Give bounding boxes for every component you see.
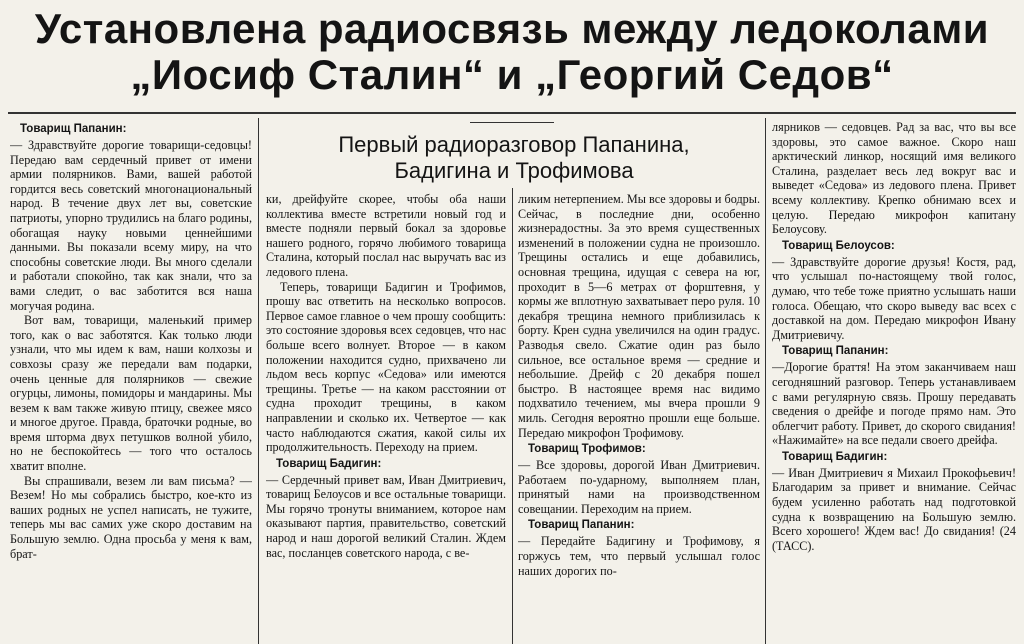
paragraph: —Дорогие браття! На этом заканчиваем наш сегодняшний разговор. Теперь устанавливаем с вами регулярную связь. Прошу передавать сведения о дрейфе и погоде прямо нам. Это облегчит работу. Привет, до скорого свидания! «Нажимайте» на все педали своего дрейфа. [772,360,1016,448]
paragraph: — Здравствуйте дорогие друзья! Костя, рад, что услышал по-настоящему твой голос, думаю, что тебе тоже приятно услышать наши голоса. Обещаю, что скоро выведу вас всех с доставкой на дом. Передаю микрофон Ивану Дмитриевичу. [772,254,1016,342]
headline-rule [8,112,1016,114]
paragraph: Вы спрашивали, везем ли вам письма? — Везем! Но мы собрались быстро, кое-кто из ваших родных не успел написать, не тужите, теперь мы вас самих уже скоро доставим на Большую землю. Одна просьба у меня к вам, брат- [10,473,252,561]
paragraph: ликим нетерпением. Мы все здоровы и бодры. Сейчас, в последние дни, особенно жизнерадостны. За это время существенных изменений в положении судна не произошло. Трещины остались и еще добавились, основная трещина, идущая с севера на юг, проходит в 5—6 метрах от форштевня, у кормы же вплотную захватывает перо руля. 10 декабря трещина немного приблизилась к борту. Крен судна увеличился на один градус. Разводья свело. Сжатие один раз было сильное, все остальное время — средние и небольшие. Дрейф с 20 декабря пошел быстро. В настоящее время нас видимо подхватило течением, мы вчера прошли 9 миль. Сегодня вероятно прошли еще больше. Передаю микрофон Трофимову. [518,192,760,440]
paragraph: — Иван Дмитриевич я Михаил Прокофьевич! Благодарим за привет и внимание. Сейчас будем усиленно работать над подготовкой судна к возвращению на Большую землю. Всего хорошего! Ждем вас! До свидания! (24 (ТАСС). [772,465,1016,553]
paragraph: — Передайте Бадигину и Трофимову, я горжусь тем, что первый услышал голос наших дорогих по- [518,534,760,578]
column-rule-2 [765,118,766,644]
paragraph: Вот вам, товарищи, маленький пример того, как о вас заботятся. Как только люди узнали, что мы идем к вам, наши колхозы и совхозы сразу же передали вам подарки, очень ценные для полярников — свежие огурцы, лимоны, помидоры и мандарины. Мы везем к вам также живую птицу, свежее мясо и многое другое. Правда, браточки родные, во время шторма двух петушков волной убило, но не беспокойтесь — того что осталось хватит вполне. [10,313,252,474]
column-rule-1 [258,118,259,644]
speaker-label: Товарищ Папанин: [782,345,889,358]
speaker-label: Товарищ Папанин: [528,519,635,532]
paragraph: — Сердечный привет вам, Иван Дмитриевич, товарищ Белоусов и все остальные товарищи. Мы горячо тронуты вниманием, которое нам оказывают партия, правительство, советский народ и наш дорогой великий Сталин. Ждем вас, посланцев советского народа, с ве- [266,472,506,560]
headline-line-2: „Иосиф Сталин“ и „Георгий Седов“ [130,51,894,98]
speaker-label: Товарищ Папанин: [20,123,127,135]
paragraph: ки, дрейфуйте скорее, чтобы оба наши коллектива вместе встретили новый год и вместе подняли первый бокал за здоровье нашего родного, горячо любимого товарища Сталина, который послал нас выручать вас из ледового плена. [266,192,506,279]
article-column-4 [772,120,1016,644]
headline-line-1: Установлена радиосвязь между ледоколами [34,5,990,52]
paragraph: — Здравствуйте дорогие товарищи-седовцы! Передаю вам сердечный привет от имени армии полярников. Вами, вашей работой гордится весь советский многонациональный народ. В течение двух лет вы, советские патриоты, упорно трудились на благо родины, обогащая науку новыми ценнейшими данными. Вы показали всему миру, на что способны советские люди. Вы много сделали и работали спокойно, так как знали, что за вами следит, о вас заботится вся наша могучая родина. [10,138,252,313]
article-column-2 [266,192,506,644]
paragraph: — Все здоровы, дорогой Иван Дмитриевич. Работаем по-ударному, выполняем план, принятый нами на производственном совещании. Переходим на прием. [518,458,760,516]
speaker-label: Товарищ Бадигин: [782,450,888,463]
speaker-label: Товарищ Трофимов: [528,443,646,456]
subheadline-line-2: Бадигина и Трофимова [394,158,634,183]
speaker-label: Товарищ Белоусов: [782,239,895,252]
speaker-label: Товарищ Бадигин: [276,457,382,470]
subheadline-line-1: Первый радиоразговор Папанина, [338,132,690,157]
subheadline [264,132,764,184]
paragraph: Теперь, товарищи Бадигин и Трофимов, прошу вас ответить на несколько вопросов. Первое самое главное о чем прошу сообщить: это состояние здоровья всех седовцев, что нас больше всего волнует. Второе — в каком положении находится судно, прихвачено ли льдом весь корпус «Седова» или имеются трещины. Третье — на каком расстоянии от судна проходит трещины, в каком направлении и сколько их. Четвертое — как часто наблюдаются сжатия, какой силы их продолжительность. Переходу на прием. [266,279,506,455]
headline [0,6,1024,98]
article-column-1 [10,120,252,644]
article-column-3 [518,192,760,644]
paragraph: лярников — седовцев. Рад за вас, что вы все здоровы, это самое важное. Скоро наш арктический линкор, носящий имя великого Сталина, разделает весь лед вокруг вас и выведет «Седова» из ледового плена. Привет всему коллективу. Крепко обнимаю всех и целую. Передаю микрофон капитану Белоусову. [772,120,1016,237]
column-rule-3 [512,188,513,644]
subheadline-rule [470,122,554,123]
